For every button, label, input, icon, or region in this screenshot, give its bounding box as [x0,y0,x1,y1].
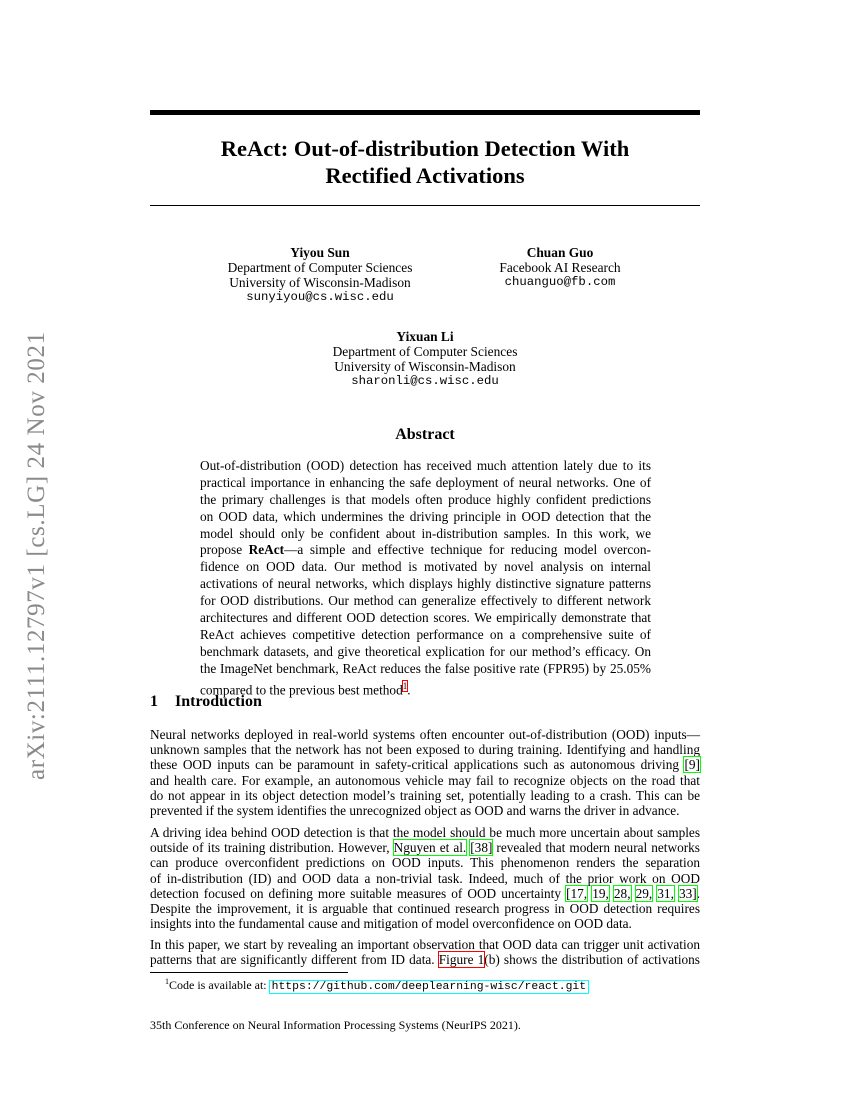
abstract-line: architectures and different OOD detection scores. We empirically demonstrate that [200,610,651,626]
citation-link[interactable]: [9] [684,757,700,773]
text-line [150,757,700,772]
author-name: Yixuan Li [396,329,454,344]
abstract-text: compared to the previous best method [200,682,403,697]
abstract-text: propose [200,542,249,558]
citation-link[interactable]: [17, [566,885,588,901]
text-line: can produce overconfident predictions on OOD inputs. This phenomenon renders the separation [150,855,700,871]
author-email: sunyiyou@cs.wisc.edu [246,290,394,304]
footnote-rule [150,972,348,973]
title-line-2: Rectified Activations [325,163,525,188]
abstract-line: the primary challenges is that models often produce highly confident predictions [200,491,651,507]
text-line: Despite the improvement, it is arguable that continued research progress in OOD detection requires [150,900,700,916]
author-email: chuanguo@fb.com [504,275,616,289]
arxiv-stamp: arXiv:2111.12797v1 [cs.LG] 24 Nov 2021 [23,331,50,780]
abstract-line: the ImageNet benchmark, ReAct reduces the false positive rate (FPR95) by 25.05% [200,660,651,676]
text-span: (b) shows the distribution of activations [484,952,700,968]
section-heading [150,693,262,711]
text-span: . [696,885,701,901]
text-line: unknown samples that the network has not been exposed to during training. Identifying and handling [150,742,700,758]
abstract-line: practical importance in enhancing the safe deployment of neural networks. One of [200,474,651,490]
abstract-line: ReAct achieves competitive detection performance on a comprehensive suite of [200,626,651,642]
abstract-line: Out-of-distribution (OOD) detection has received much attention lately due to its [200,458,651,473]
author-affiliation: Department of Computer Sciences [227,260,413,275]
footnote-mark: 1 [165,977,169,986]
citation-link[interactable]: 33] [678,885,697,901]
author-affiliation: Facebook AI Research [499,260,621,275]
text-line: In this paper, we start by revealing an important observation that OOD data can trigger unit activation [150,937,700,952]
text-line: of in-distribution (ID) and OOD data a non-trivial task. Indeed, much of the prior work on OOD [150,870,700,886]
abstract-body [200,458,651,697]
text-line [150,886,700,901]
paragraph-1 [150,727,700,818]
author-name: Yiyou Sun [290,245,350,260]
figure-link[interactable]: Figure 1 [438,952,485,968]
abstract-line: for OOD distributions. Our method can generalize effectively to different network [200,593,651,609]
paragraph-2 [150,825,700,931]
abstract-line: activations of neural networks, which displays highly distinctive signature patterns [200,576,651,592]
author-email: sharonli@cs.wisc.edu [351,374,499,388]
text-line [150,840,700,855]
text-span: these OOD inputs can be paramount in safety-critical applications such as autonomous driving [150,757,685,773]
text-line: prevented if the system identifies the unrecognized object as OOD and warns the driver in advance. [150,802,680,818]
abstract-text: —a simple and effective technique for reducing model overcon- [284,542,651,558]
abstract-line: fidence on OOD data. Our method is motivated by novel analysis on internal [200,559,651,575]
text-line: and health care. For example, an autonomous vehicle may fail to recognize objects on the road that [150,772,700,788]
section-title: Introduction [175,693,262,710]
conference-footer: 35th Conference on Neural Information Processing Systems (NeurIPS 2021). [150,1018,521,1032]
title-line-1: ReAct: Out-of-distribution Detection With [220,136,630,161]
text-line [150,952,700,967]
footnote-link[interactable]: 1 [402,680,408,691]
citation-link[interactable]: 31, [657,885,674,901]
citation-link[interactable]: [38] [470,840,493,856]
author-block-3 [305,329,545,389]
react-name: ReAct [248,542,285,558]
citation-link[interactable]: 19, [592,885,609,901]
abstract-line [200,678,651,695]
section-number: 1 [150,693,158,710]
abstract-heading: Abstract [395,426,455,443]
author-block-2 [470,245,650,290]
text-line: insights into the fundamental cause and mitigation of model overconfidence on OOD data. [150,916,632,932]
text-span: patterns that are significantly different from ID data. [150,952,439,968]
author-affiliation: University of Wisconsin-Madison [229,275,411,290]
citation-link[interactable]: 28, [613,885,631,901]
author-name: Chuan Guo [526,245,594,260]
abstract-line: model should only be confident about in-distribution samples. In this work, we [200,525,651,541]
abstract-line: benchmark datasets, and give theoretical explication for our method’s efficacy. On [200,643,651,659]
text-line: Neural networks deployed in real-world systems often encounter out-of-distribution (OOD) inputs— [150,727,700,742]
abstract-text: . [407,682,411,697]
paragraph-3 [150,937,700,967]
citation-author-link[interactable]: Nguyen et al. [393,840,467,856]
author-affiliation: University of Wisconsin-Madison [334,359,516,374]
text-line: A driving idea behind OOD detection is that the model should be much more uncertain about samples [150,825,700,840]
text-span: outside of its training distribution. However, [150,840,394,856]
title-bottom-rule [150,205,700,206]
title-top-rule [150,110,700,115]
text-line: do not appear in its object detection model’s training set, potentially leading to a crash. This can be [150,787,700,803]
footnote [165,977,588,993]
paper-title [150,135,700,189]
code-url-link[interactable]: https://github.com/deeplearning-wisc/react.git [271,981,587,993]
footnote-text: Code is available at: [169,978,270,992]
text-span: detection focused on defining more suitable measures of OOD uncertainty [150,885,567,901]
citation-link[interactable]: 29, [635,885,653,901]
abstract-line: on OOD data, which undermines the driving principle in OOD detection that the [200,508,651,524]
abstract-line [200,542,651,559]
text-span: revealed that modern neural networks [492,840,700,856]
author-affiliation: Department of Computer Sciences [332,344,518,359]
author-block-1 [200,245,440,305]
